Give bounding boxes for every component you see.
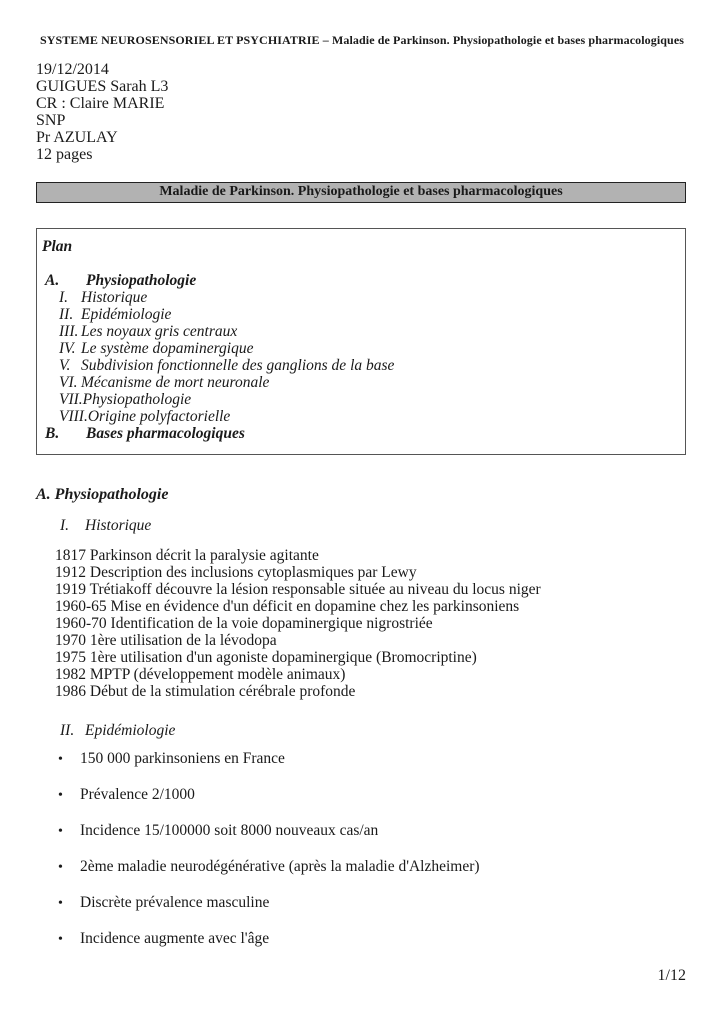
history-line: 1982 MPTP (développement modèle animaux) (55, 666, 346, 683)
plan-item-numeral: I. (59, 289, 69, 306)
bullet-item (58, 822, 658, 840)
plan-section-a-numeral: A. (45, 272, 60, 289)
heading-historique-numeral: I. (60, 517, 70, 534)
bullet-icon: • (58, 752, 63, 767)
meta-professor: Pr AZULAY (36, 129, 118, 146)
plan-section-b-numeral: B. (45, 425, 60, 442)
page-number: 1/12 (657, 967, 686, 984)
plan-section-a-label: Physiopathologie (86, 272, 197, 289)
plan-section-b-label: Bases pharmacologiques (86, 425, 245, 442)
heading-epidemiologie-label: Epidémiologie (85, 722, 176, 739)
plan-item-numeral: V. (59, 357, 71, 374)
section-a-heading: A. Physiopathologie (36, 486, 169, 503)
heading-epidemiologie (36, 722, 175, 740)
plan-box (36, 228, 686, 455)
plan-item-label: Mécanisme de mort neuronale (81, 374, 270, 391)
plan-item-noyaux-gris (59, 323, 679, 340)
plan-item-label: Le système dopaminergique (81, 340, 254, 357)
history-line: 1919 Trétiakoff découvre la lésion responsable située au niveau du locus niger (55, 581, 541, 598)
heading-historique (36, 517, 151, 535)
history-line: 1986 Début de la stimulation cérébrale profonde (55, 683, 356, 700)
plan-item-numeral: VIII. (59, 408, 88, 425)
history-line: 1960-70 Identification de la voie dopaminergique nigrostriée (55, 615, 433, 632)
history-line: 1912 Description des inclusions cytoplasmiques par Lewy (55, 564, 417, 581)
meta-block (36, 61, 168, 163)
plan-item-historique (59, 289, 679, 306)
plan-item-label: Historique (81, 289, 148, 306)
plan-title: Plan (42, 238, 73, 255)
plan-item-origine-polyfactorielle (59, 408, 679, 425)
plan-item-label: Physiopathologie (82, 391, 192, 408)
meta-pagecount: 12 pages (36, 146, 93, 163)
meta-cr: CR : Claire MARIE (36, 95, 165, 112)
plan-item-label: Origine polyfactorielle (87, 408, 231, 425)
bullet-icon: • (58, 860, 63, 875)
bullet-text: Discrète prévalence masculine (80, 894, 270, 911)
bullet-icon: • (58, 932, 63, 947)
plan-item-systeme-dopaminergique (59, 340, 679, 357)
bullet-item (58, 750, 658, 768)
title-banner: Maladie de Parkinson. Physiopathologie et bases pharmacologiques (36, 182, 686, 203)
plan-item-numeral: IV. (59, 340, 76, 357)
history-line: 1970 1ère utilisation de la lévodopa (55, 632, 277, 649)
running-header: SYSTEME NEUROSENSORIEL ET PSYCHIATRIE – Maladie de Parkinson. Physiopathologie et bases pharmacologiques (39, 33, 685, 47)
bullet-icon: • (58, 788, 63, 803)
plan-section-a (45, 272, 679, 289)
epidemiologie-bullet-list (58, 750, 658, 966)
bullet-item (58, 858, 658, 876)
bullet-icon: • (58, 824, 63, 839)
bullet-item (58, 930, 658, 948)
plan-item-numeral: VI. (59, 374, 78, 391)
bullet-item (58, 894, 658, 912)
history-line: 1975 1ère utilisation d'un agoniste dopaminergique (Bromocriptine) (55, 649, 477, 666)
plan-item-numeral: II. (59, 306, 74, 323)
plan-item-subdivision (59, 357, 679, 374)
plan-item-physiopathologie (59, 391, 679, 408)
bullet-text: 2ème maladie neurodégénérative (après la maladie d'Alzheimer) (80, 858, 480, 875)
bullet-text: 150 000 parkinsoniens en France (80, 750, 285, 767)
history-line: 1817 Parkinson décrit la paralysie agitante (55, 547, 319, 564)
heading-historique-label: Historique (85, 517, 152, 534)
meta-module: SNP (36, 112, 66, 129)
plan-item-numeral: III. (59, 323, 79, 340)
plan-item-label: Subdivision fonctionnelle des ganglions de la base (81, 357, 395, 374)
history-block (55, 547, 541, 700)
plan-item-numeral: VII. (59, 391, 83, 408)
bullet-item (58, 786, 658, 804)
plan-item-label: Les noyaux gris centraux (81, 323, 238, 340)
meta-author: GUIGUES Sarah L3 (36, 78, 169, 95)
bullet-text: Incidence 15/100000 soit 8000 nouveaux cas/an (80, 822, 379, 839)
bullet-icon: • (58, 896, 63, 911)
plan-item-mort-neuronale (59, 374, 679, 391)
plan-item-epidemiologie (59, 306, 679, 323)
bullet-text: Prévalence 2/1000 (80, 786, 195, 803)
plan-section-b (45, 425, 679, 442)
history-line: 1960-65 Mise en évidence d'un déficit en dopamine chez les parkinsoniens (55, 598, 520, 615)
meta-date: 19/12/2014 (36, 61, 109, 78)
heading-epidemiologie-numeral: II. (60, 722, 75, 739)
bullet-text: Incidence augmente avec l'âge (80, 930, 270, 947)
plan-item-label: Epidémiologie (81, 306, 172, 323)
